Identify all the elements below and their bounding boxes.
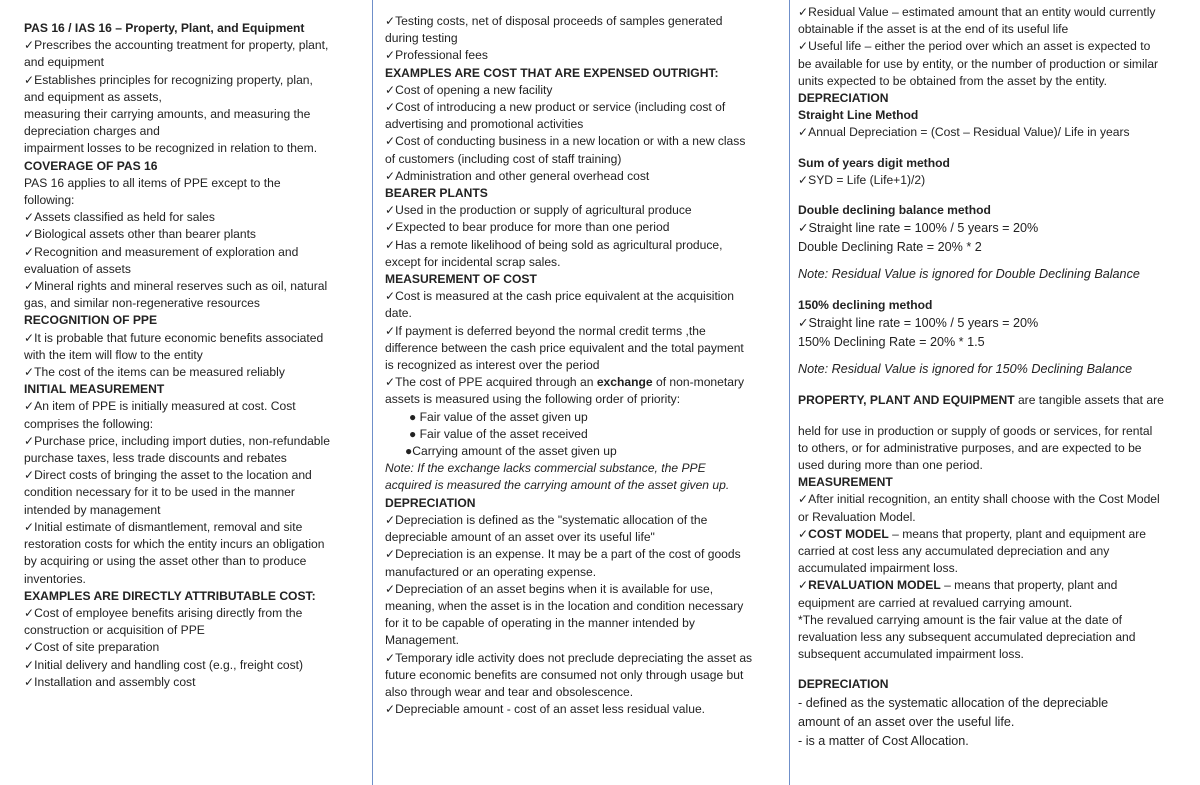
text-segment: – means that property, plant and bbox=[940, 578, 1118, 593]
section-heading: EXAMPLES ARE COST THAT ARE EXPENSED OUTRIGHT: bbox=[385, 65, 719, 80]
text-line: inventories. bbox=[24, 571, 86, 586]
text-line: be available for use by entity, or the number of production or similar bbox=[798, 56, 1159, 71]
text-segment: of non-monetary bbox=[652, 375, 745, 390]
section-heading: Straight Line Method bbox=[798, 108, 919, 123]
text-line: ✓Annual Depreciation = (Cost – Residual Value)/ Life in years bbox=[798, 125, 1130, 140]
text-line: and equipment bbox=[24, 55, 105, 70]
spacer bbox=[798, 379, 1193, 392]
text-segment: – means that property, plant and equipment are bbox=[888, 526, 1147, 541]
spacer bbox=[798, 284, 1193, 297]
text-line: is recognized as interest over the period bbox=[385, 358, 600, 373]
column-2 bbox=[385, 0, 780, 785]
text-line: date. bbox=[385, 306, 412, 321]
text-line: and equipment as assets, bbox=[24, 89, 162, 104]
text-line: ✓Cost of site preparation bbox=[24, 640, 160, 655]
text-line: or Revaluation Model. bbox=[798, 509, 916, 524]
text-line: impairment losses to be recognized in relation to them. bbox=[24, 141, 318, 156]
text-line bbox=[798, 577, 1193, 594]
section-heading: DEPRECIATION bbox=[798, 91, 889, 106]
section-heading: COVERAGE OF PAS 16 bbox=[24, 158, 158, 173]
text-line: equipment are carried at revalued carrying amount. bbox=[798, 595, 1073, 610]
section-heading: DEPRECIATION bbox=[798, 677, 889, 692]
bold-term: REVALUATION MODEL bbox=[808, 578, 941, 593]
text-line: also through wear and tear and obsolescence. bbox=[385, 684, 634, 699]
text-line: ✓Direct costs of bringing the asset to the location and bbox=[24, 468, 312, 483]
section-heading: Double declining balance method bbox=[798, 203, 991, 218]
text-line: measuring their carrying amounts, and measuring the bbox=[24, 107, 311, 122]
bold-term: COST MODEL bbox=[808, 526, 889, 541]
text-line: ✓An item of PPE is initially measured at cost. Cost bbox=[24, 399, 296, 414]
column-divider bbox=[372, 0, 373, 785]
note-line: ✓Straight line rate = 100% / 5 years = 20% bbox=[798, 316, 1039, 331]
text-line: ✓Recognition and measurement of exploration and bbox=[24, 244, 299, 259]
spacer bbox=[798, 410, 1193, 423]
text-line: ✓Cost of opening a new facility bbox=[385, 82, 553, 97]
text-line: ✓Temporary idle activity does not preclude depreciating the asset as bbox=[385, 650, 753, 665]
section-heading: RECOGNITION OF PPE bbox=[24, 313, 158, 328]
text-line bbox=[798, 526, 1193, 543]
note-line: acquired is measured the carrying amount of the asset given up. bbox=[385, 478, 730, 493]
text-line: ✓Cost of introducing a new product or service (including cost of bbox=[385, 100, 726, 115]
text-line: ✓Initial delivery and handling cost (e.g., freight cost) bbox=[24, 657, 304, 672]
column-divider bbox=[789, 0, 790, 785]
text-line: revaluation less any subsequent accumulated depreciation and bbox=[798, 630, 1136, 645]
note-line: 150% Declining Rate = 20% * 1.5 bbox=[798, 335, 985, 350]
text-line: ✓Cost is measured at the cash price equivalent at the acquisition bbox=[385, 289, 734, 304]
text-line: manufactured or an operating expense. bbox=[385, 564, 597, 579]
text-line: ✓The cost of the items can be measured reliably bbox=[24, 365, 285, 380]
text-line: ✓Mineral rights and mineral reserves such as oil, natural bbox=[24, 279, 328, 294]
text-line: held for use in production or supply of goods or services, for rental bbox=[798, 423, 1153, 438]
note-line: Note: Residual Value is ignored for Double Declining Balance bbox=[798, 267, 1140, 282]
text-line: ✓Professional fees bbox=[385, 48, 488, 63]
section-heading: MEASUREMENT bbox=[798, 475, 893, 490]
text-line: PAS 16 applies to all items of PPE except to the bbox=[24, 175, 281, 190]
text-line: ✓SYD = Life (Life+1)/2) bbox=[798, 172, 926, 187]
note-line: Double Declining Rate = 20% * 2 bbox=[798, 240, 982, 255]
section-heading: BEARER PLANTS bbox=[385, 186, 488, 201]
text-line: Management. bbox=[385, 633, 459, 648]
text-line: ✓Residual Value – estimated amount that an entity would currently bbox=[798, 5, 1156, 19]
section-heading: Sum of years digit method bbox=[798, 155, 950, 170]
text-line: used during more than one period. bbox=[798, 458, 983, 473]
text-line: of customers (including cost of staff training) bbox=[385, 151, 622, 166]
section-heading: EXAMPLES ARE DIRECTLY ATTRIBUTABLE COST: bbox=[24, 588, 316, 603]
text-line: gas, and similar non-regenerative resources bbox=[24, 296, 260, 311]
text-line: condition necessary for it to be used in the manner bbox=[24, 485, 295, 500]
note-line: ✓Straight line rate = 100% / 5 years = 20% bbox=[798, 221, 1039, 236]
section-heading: DEPRECIATION bbox=[385, 495, 476, 510]
text-line: *The revalued carrying amount is the fair value at the date of bbox=[798, 612, 1123, 627]
text-line: future economic benefits are consumed not only through usage but bbox=[385, 667, 744, 682]
text-line: for it to be capable of operating in the manner intended by bbox=[385, 616, 695, 631]
text-line: by acquiring or using the asset other than to produce bbox=[24, 554, 307, 569]
text-line: intended by management bbox=[24, 502, 161, 517]
text-line: assets is measured using the following order of priority: bbox=[385, 392, 681, 407]
text-line: purchase taxes, less trade discounts and rebates bbox=[24, 451, 287, 466]
text-line: construction or acquisition of PPE bbox=[24, 623, 205, 638]
spacer bbox=[798, 663, 1193, 676]
note-line: Note: If the exchange lacks commercial substance, the PPE bbox=[385, 461, 706, 476]
text-line: to others, or for administrative purposes, and are expected to be bbox=[798, 440, 1142, 455]
text-line: ✓Has a remote likelihood of being sold as agricultural produce, bbox=[385, 237, 723, 252]
text-line: evaluation of assets bbox=[24, 261, 131, 276]
text-line: ✓If payment is deferred beyond the normal credit terms ,the bbox=[385, 323, 706, 338]
text-line bbox=[798, 392, 1193, 409]
text-line: ✓Cost of employee benefits arising directly from the bbox=[24, 605, 303, 620]
text-line: meaning, when the asset is in the location and condition necessary bbox=[385, 598, 744, 613]
spacer bbox=[798, 142, 1193, 155]
text-line: depreciation charges and bbox=[24, 124, 160, 139]
text-line: difference between the cash price equivalent and the total payment bbox=[385, 340, 744, 355]
column-3 bbox=[798, 0, 1193, 785]
text-line: ✓Useful life – either the period over which an asset is expected to bbox=[798, 39, 1151, 54]
note-line: Note: Residual Value is ignored for 150% Declining Balance bbox=[798, 362, 1133, 377]
note-line: - is a matter of Cost Allocation. bbox=[798, 733, 969, 748]
note-line: amount of an asset over the useful life. bbox=[798, 714, 1015, 729]
text-line: ✓Establishes principles for recognizing property, plan, bbox=[24, 72, 313, 87]
text-segment: ✓The cost of PPE acquired through an bbox=[385, 375, 597, 390]
text-line: during testing bbox=[385, 31, 458, 46]
text-line: ✓Testing costs, net of disposal proceeds of samples generated bbox=[385, 14, 723, 28]
spacer bbox=[798, 352, 1193, 360]
text-line: ✓Assets classified as held for sales bbox=[24, 210, 215, 225]
text-line: ✓After initial recognition, an entity shall choose with the Cost Model bbox=[798, 492, 1160, 507]
section-heading: 150% declining method bbox=[798, 298, 933, 313]
text-line: ✓It is probable that future economic benefits associated bbox=[24, 330, 324, 345]
text-segment: are tangible assets that are bbox=[1014, 393, 1164, 408]
text-line: ✓Administration and other general overhead cost bbox=[385, 168, 650, 183]
column-1 bbox=[24, 0, 354, 785]
text-line: obtainable if the asset is at the end of its useful life bbox=[798, 22, 1069, 37]
text-line: units expected to be obtained from the asset by the entity. bbox=[798, 73, 1108, 88]
text-line: following: bbox=[24, 193, 75, 208]
text-line: ✓Depreciation is defined as the "systematic allocation of the bbox=[385, 512, 708, 527]
section-heading: PAS 16 / IAS 16 – Property, Plant, and Equipment bbox=[24, 21, 305, 35]
text-line: with the item will flow to the entity bbox=[24, 347, 203, 362]
text-line: depreciable amount of an asset over its useful life" bbox=[385, 530, 655, 545]
bold-term: exchange bbox=[596, 375, 653, 390]
text-line: ✓Installation and assembly cost bbox=[24, 674, 196, 689]
text-line: advertising and promotional activities bbox=[385, 117, 584, 132]
text-line: restoration costs for which the entity incurs an obligation bbox=[24, 537, 325, 552]
text-segment: ✓ bbox=[798, 526, 809, 541]
text-line: ● Fair value of the asset received bbox=[409, 426, 588, 441]
text-line: ●Carrying amount of the asset given up bbox=[405, 444, 617, 459]
text-line: ● Fair value of the asset given up bbox=[409, 409, 588, 424]
text-line: ✓Depreciation is an expense. It may be a part of the cost of goods bbox=[385, 547, 741, 562]
spacer bbox=[798, 257, 1193, 265]
text-line: except for incidental scrap sales. bbox=[385, 254, 561, 269]
text-line: ✓Initial estimate of dismantlement, removal and site bbox=[24, 519, 303, 534]
text-line: ✓Depreciation of an asset begins when it is available for use, bbox=[385, 581, 714, 596]
bold-term: PROPERTY, PLANT AND EQUIPMENT bbox=[798, 393, 1015, 408]
text-line: ✓Purchase price, including import duties, non-refundable bbox=[24, 433, 330, 448]
text-line: ✓Cost of conducting business in a new location or with a new class bbox=[385, 134, 746, 149]
text-line: ✓Used in the production or supply of agricultural produce bbox=[385, 203, 692, 218]
section-heading: MEASUREMENT OF COST bbox=[385, 272, 537, 287]
text-line: ✓Biological assets other than bearer plants bbox=[24, 227, 256, 242]
text-segment: ✓ bbox=[798, 578, 809, 593]
text-line: ✓Depreciable amount - cost of an asset less residual value. bbox=[385, 702, 706, 717]
text-line: accumulated impairment loss. bbox=[798, 561, 958, 576]
section-heading: INITIAL MEASUREMENT bbox=[24, 382, 165, 397]
text-line: carried at cost less any accumulated depreciation and any bbox=[798, 544, 1110, 559]
text-line: subsequent accumulated impairment loss. bbox=[798, 647, 1024, 662]
spacer bbox=[798, 189, 1193, 202]
text-line: ✓Prescribes the accounting treatment for property, plant, bbox=[24, 38, 329, 53]
text-line: ✓Expected to bear produce for more than one period bbox=[385, 220, 670, 235]
text-line bbox=[385, 374, 780, 391]
note-line: - defined as the systematic allocation of the depreciable bbox=[798, 695, 1109, 710]
text-line: comprises the following: bbox=[24, 416, 154, 431]
